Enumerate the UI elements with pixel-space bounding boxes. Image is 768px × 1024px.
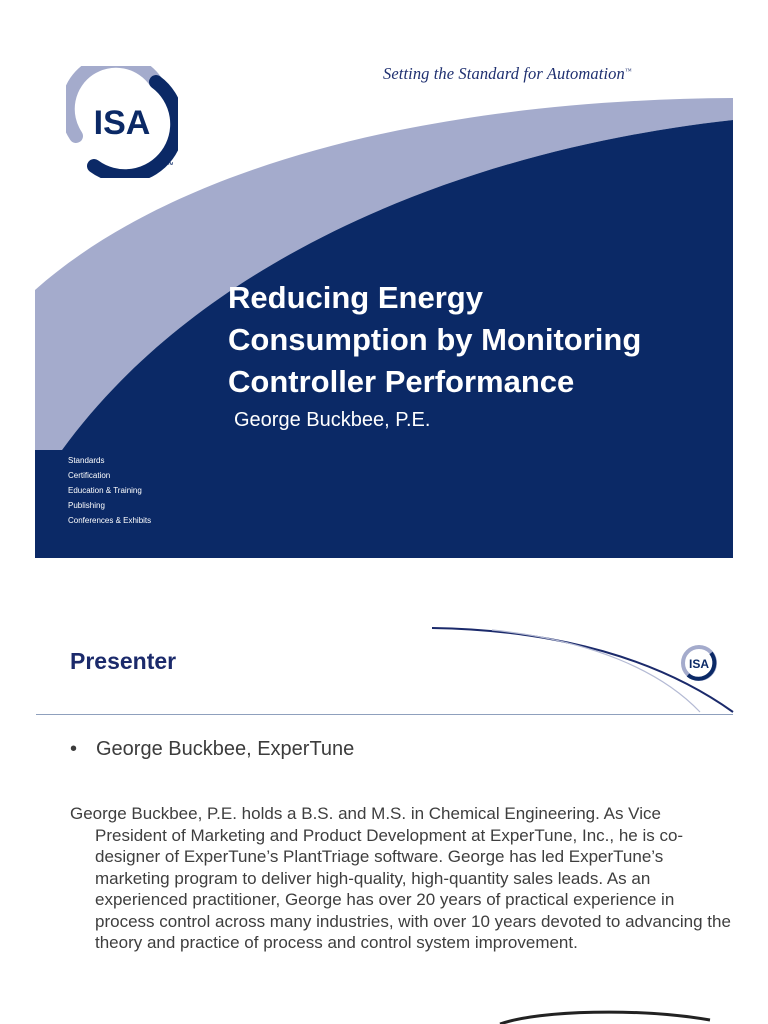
presenter-slide: [0, 600, 768, 1024]
presenter-bio: George Buckbee, P.E. holds a B.S. and M.S. in Chemical Engineering. As Vice President of Marketing and Product Development at ExperTune, Inc., he is co-designer of ExperTune’s PlantTriage software. George has led ExperTune’s marketing program to deliver high-quality, high-quantity sales leads. As an experienced practitioner, George has over 20 years of practical experience in process control across many industries, with over 10 years devoted to advancing the theory and practice of process and control system improvement.: [70, 804, 731, 952]
menu-item-certification: Certification: [68, 471, 111, 480]
presentation-title: [228, 277, 728, 403]
menu-item-education-training: Education & Training: [68, 486, 142, 495]
bullet-marker: •: [70, 738, 78, 760]
title-line-1: Reducing Energy: [228, 280, 483, 315]
menu-item-publishing: Publishing: [68, 501, 105, 510]
isa-logo-small-text: ISA: [688, 657, 710, 671]
side-menu: [68, 453, 151, 528]
menu-item-standards: Standards: [68, 456, 105, 465]
swoosh-light-line: [492, 630, 700, 712]
title-line-3: Controller Performance: [228, 364, 575, 399]
section-title: Presenter: [70, 648, 177, 674]
menu-item-conferences-exhibits: Conferences & Exhibits: [68, 516, 152, 525]
presenter-name: George Buckbee, P.E.: [234, 409, 431, 431]
next-slide-edge: [480, 1004, 720, 1024]
bullet-text: George Buckbee, ExperTune: [96, 738, 355, 760]
tagline: Setting the Standard for Automation™: [383, 64, 632, 83]
isa-logo: [66, 66, 178, 178]
isa-logo-text: ISA: [93, 104, 151, 142]
bullet-item: [70, 738, 354, 761]
header-divider: [36, 714, 733, 715]
isa-logo-small: [680, 644, 718, 682]
isa-logo-tm: ™: [166, 162, 174, 169]
title-line-2: Consumption by Monitoring: [228, 322, 642, 357]
